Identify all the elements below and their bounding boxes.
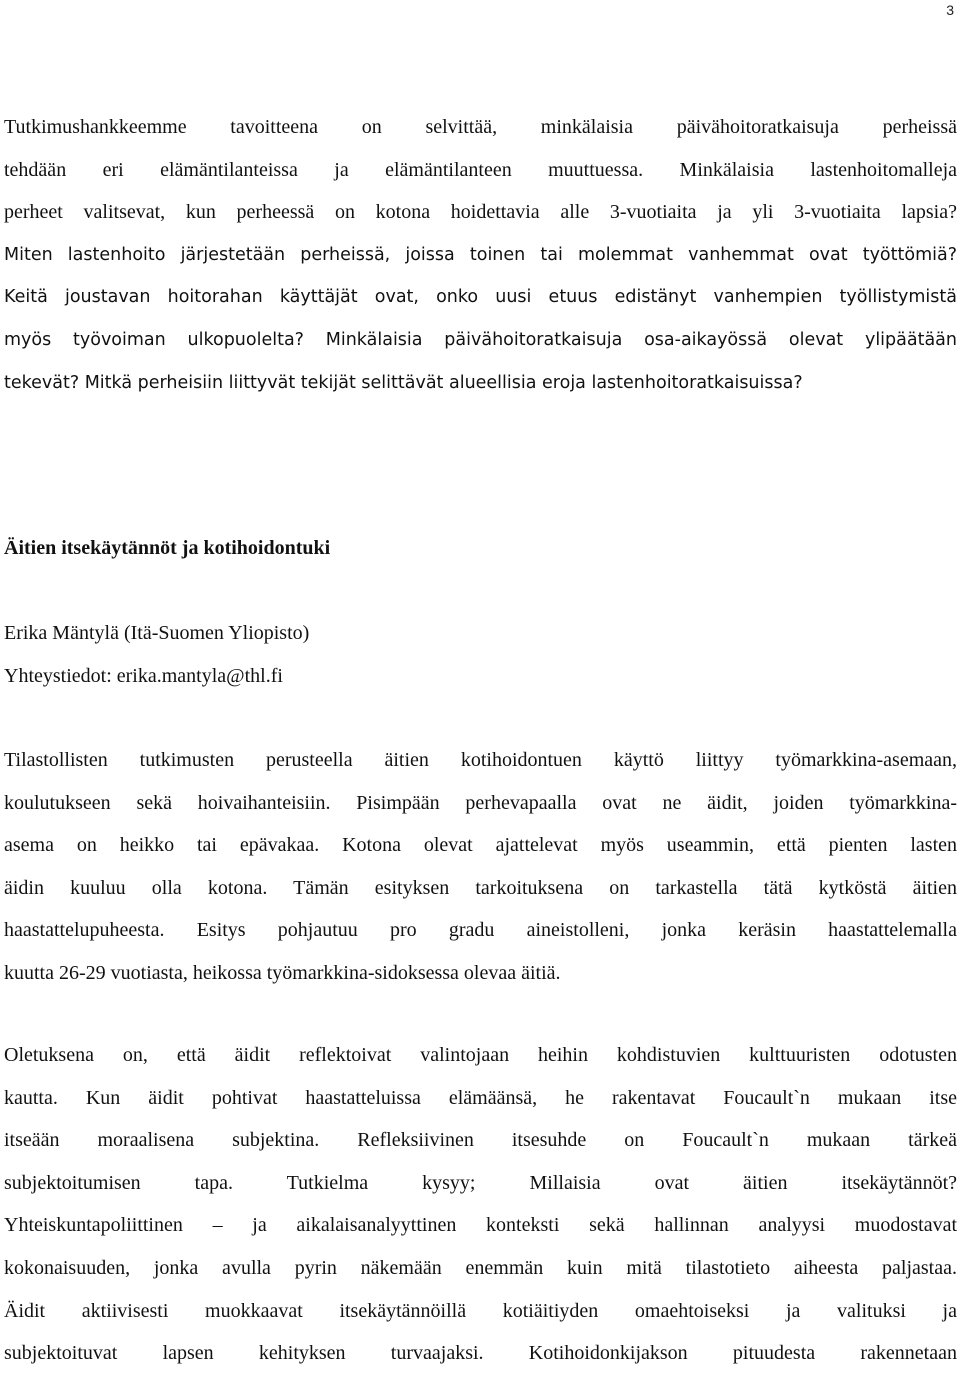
paragraph-line: tehdään eri elämäntilanteissa ja elämäntilanteen muuttuessa. Minkälaisia lastenhoitomalleja xyxy=(4,158,957,181)
paragraph-line: subjektoituvat lapsen kehityksen turvaajaksi. Kotihoidonkijakson pituudesta rakennetaan xyxy=(4,1342,957,1365)
abstract-paragraph-1 xyxy=(4,739,957,995)
author-contact: Yhteystiedot: erika.mantyla@thl.fi xyxy=(4,664,283,687)
paragraph-line: Yhteiskuntapoliittinen – ja aikalaisanalyyttinen konteksti sekä hallinnan analyysi muodostavat xyxy=(4,1214,957,1237)
page-number: 3 xyxy=(946,2,954,18)
paragraph-line: Oletuksena on, että äidit reflektoivat valintojaan heihin kohdistuvien kulttuuristen odotusten xyxy=(4,1044,957,1066)
paragraph-line: kokonaisuuden, jonka avulla pyrin näkemään enemmän kuin mitä tilastotieto aiheesta paljastaa. xyxy=(4,1256,957,1279)
paragraph-line: perheet valitsevat, kun perheessä on kotona hoidettavia alle 3-vuotiaita ja yli 3-vuotiaita lapsia? xyxy=(4,201,957,224)
paragraph-line: kautta. Kun äidit pohtivat haastatteluissa elämäänsä, he rakentavat Foucault`n mukaan itse xyxy=(4,1086,957,1109)
paragraph-line: subjektoitumisen tapa. Tutkielma kysyy; Millaisia ovat äitien itsekäytännöt? xyxy=(4,1171,957,1194)
paragraph-line: Äidit aktiivisesti muokkaavat itsekäytännöillä kotiäitiyden omaehtoiseksi ja valituksi ja xyxy=(4,1299,957,1322)
paragraph-line: koulutukseen sekä hoivaihanteisiin. Pisimpään perhevapaalla ovat ne äidit, joiden työmarkkina- xyxy=(4,791,957,814)
paragraph-line: Keitä joustavan hoitorahan käyttäjät ovat, onko uusi etuus edistänyt vanhempien työllistymistä xyxy=(4,287,957,308)
paragraph-line: haastattelupuheesta. Esitys pohjautuu pro gradu aineistolleni, jonka keräsin haastattelemalla xyxy=(4,919,957,942)
abstract-paragraph-2 xyxy=(4,1034,957,1375)
paragraph-line: asema on heikko tai epävakaa. Kotona olevat ajattelevat myös useammin, että pienten lasten xyxy=(4,834,957,857)
intro-paragraph xyxy=(4,106,957,404)
paragraph-line: kuutta 26-29 vuotiasta, heikossa työmarkkina-sidoksessa olevaa äitiä. xyxy=(4,961,561,984)
paragraph-line: äidin kuuluu olla kotona. Tämän esityksen tarkoituksena on tarkastella tätä kytköstä äitien xyxy=(4,876,957,899)
paragraph-line: tekevät? Mitkä perheisiin liittyvät tekijät selittävät alueellisia eroja lastenhoitoratkaisuissa? xyxy=(4,372,803,393)
paragraph-line: myös työvoiman ulkopuolelta? Minkälaisia päivähoitoratkaisuja osa-aikayössä olevat ylipäätään xyxy=(4,329,957,350)
section-title: Äitien itsekäytännöt ja kotihoidontuki xyxy=(4,537,331,559)
paragraph-line: Tilastollisten tutkimusten perusteella äitien kotihoidontuen käyttö liittyy työmarkkina-asemaan, xyxy=(4,749,957,771)
paragraph-line: itseään moraalisena subjektina. Refleksiivinen itsesuhde on Foucault`n mukaan tärkeä xyxy=(4,1129,957,1152)
paragraph-line: Miten lastenhoito järjestetään perheissä, joissa toinen tai molemmat vanhemmat ovat työttömiä? xyxy=(4,244,957,265)
paragraph-line: Tutkimushankkeemme tavoitteena on selvittää, minkälaisia päivähoitoratkaisuja perheissä xyxy=(4,116,957,138)
author-block xyxy=(4,612,957,697)
author-name: Erika Mäntylä (Itä-Suomen Yliopisto) xyxy=(4,622,310,644)
